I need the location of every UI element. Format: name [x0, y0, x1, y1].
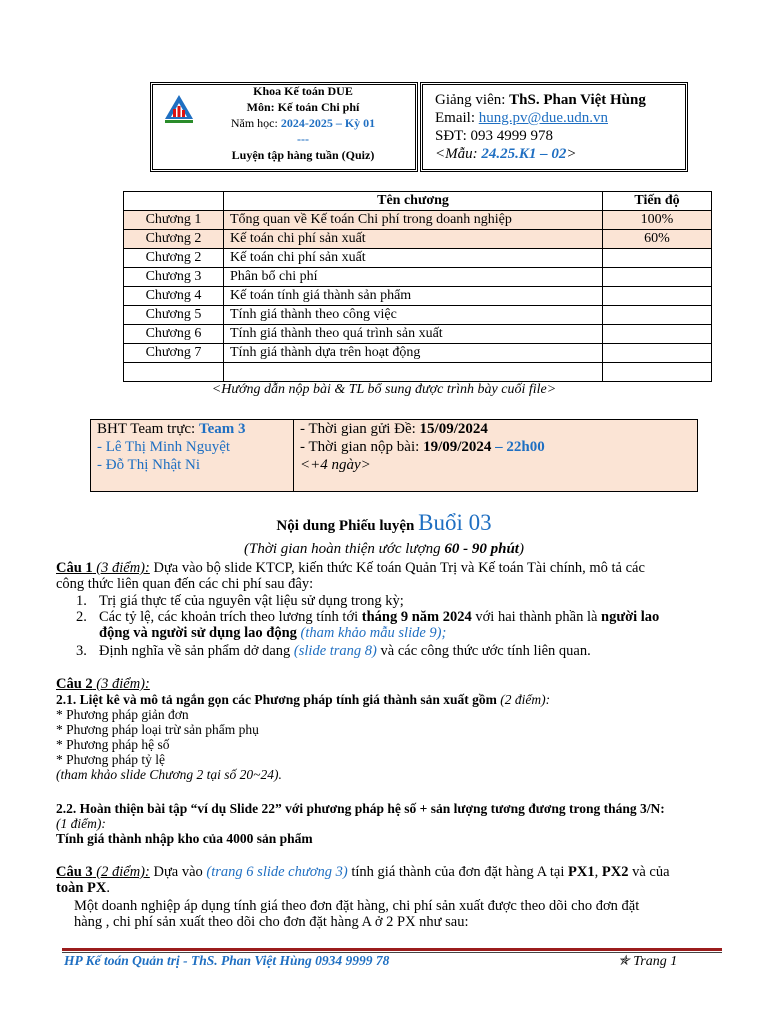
- due-logo-icon: [163, 93, 195, 125]
- footer-course-info: HP Kế toán Quản trị - ThS. Phan Việt Hùng 0934 9999 78: [64, 953, 390, 968]
- list-item: 2.: [76, 609, 87, 625]
- table-header-cell: Tiến độ: [603, 192, 712, 211]
- question-2: Câu 2 (3 điểm):: [56, 676, 150, 692]
- table-row: Chương 7 Tính giá thành dựa trên hoạt động: [124, 344, 712, 363]
- question-2-2: 2.2. Hoàn thiện bài tập “ví dụ Slide 22” với phương pháp hệ số + sản lượng tương đương trong tháng 3/N: (1 điểm): Tính giá thành nhập kho của 4000 sản phẩm: [56, 801, 665, 846]
- table-row: Chương 2 Kế toán chi phí sản xuất: [124, 249, 712, 268]
- list-item: Trị giá thực tế của nguyên vật liệu sử dụng trong kỳ;: [99, 593, 404, 609]
- course-name: Môn: Kế toán Chi phí: [246, 100, 360, 114]
- estimated-time: (Thời gian hoàn thiện ước lượng 60 - 90 phút): [244, 541, 524, 557]
- list-item: Các tỷ lệ, các khoản trích theo lương tính tới tháng 9 năm 2024 với hai thành phần là người lao động và người sử dụng lao động (tham khảo mẫu slide 9);: [99, 609, 660, 641]
- lecturer-email-line: Email: hung.pv@due.udn.vn: [435, 110, 608, 126]
- schedule-info: [294, 420, 697, 491]
- question-label: Câu 2: [56, 676, 93, 692]
- question-3-body: hàng , chi phí sản xuất theo dõi cho đơn đặt hàng A ở 2 PX như sau:: [74, 914, 469, 930]
- separator-text: ---: [297, 132, 309, 146]
- question-3: Câu 3 (2 điểm): Dựa vào (trang 6 slide chương 3) tính giá thành của đơn đặt hàng A tại PX1, PX2 và của toàn PX.: [56, 864, 670, 896]
- lecturer-name: ThS. Phan Việt Hùng: [509, 92, 646, 108]
- lecturer-info-box: [420, 82, 688, 172]
- submit-time-line: - Thời gian nộp bài: 19/09/2024 – 22h00: [300, 439, 545, 455]
- template-code-line: <Mẫu: 24.25.K1 – 02>: [435, 146, 577, 162]
- school-info-box: [150, 82, 418, 172]
- academic-year: Năm học: 2024-2025 – Kỳ 01: [230, 116, 376, 130]
- send-time-line: - Thời gian gửi Đề: 15/09/2024: [300, 421, 488, 437]
- table-header-row: [124, 192, 712, 211]
- email-link[interactable]: hung.pv@due.udn.vn: [478, 110, 608, 126]
- question-label: Câu 3: [56, 864, 93, 880]
- team-label-line: BHT Team trực: Team 3: [97, 421, 246, 437]
- question-2-1: 2.1. Liệt kê và mô tả ngắn gọn các Phương pháp tính giá thành sản xuất gồm (2 điểm): * Phương pháp giản đơn * Phương pháp loại trừ sản phẩm phụ * Phương pháp hệ số * Phương pháp tỷ lệ (tham khảo slide Chương 2 tại số 20~24).: [56, 692, 736, 782]
- quiz-type: Luyện tập hàng tuần (Quiz): [231, 148, 375, 162]
- table-row: Chương 6 Tính giá thành theo quá trình sản xuất: [124, 325, 712, 344]
- team-name: Team 3: [198, 421, 246, 437]
- faculty-name: Khoa Kế toán DUE: [253, 84, 353, 98]
- lecturer-text: [435, 91, 646, 163]
- lecturer-phone-line: SĐT: 093 4999 978: [435, 128, 554, 144]
- method-item: * Phương pháp giản đơn: [56, 707, 189, 722]
- table-header-cell: Tên chương: [224, 192, 603, 211]
- submission-note: <Hướng dẫn nộp bài & TL bổ sung được trình bày cuối file>: [211, 382, 557, 397]
- lecturer-name-line: Giảng viên: ThS. Phan Việt Hùng: [435, 92, 646, 108]
- question-label: Câu 1: [56, 560, 93, 576]
- method-item: * Phương pháp hệ số: [56, 737, 170, 752]
- list-item: 1.: [76, 593, 87, 609]
- table-row: Chương 4 Kế toán tính giá thành sản phẩm: [124, 287, 712, 306]
- table-row: [124, 363, 712, 382]
- list-item: Định nghĩa về sản phẩm dở dang (slide trang 8) và các công thức ước tính liên quan.: [99, 643, 591, 659]
- slide-reference: (tham khảo slide Chương 2 tại số 20~24).: [56, 767, 282, 782]
- duration-line: <+4 ngày>: [300, 457, 371, 473]
- team-member: - Đỗ Thị Nhật Ni: [97, 457, 201, 473]
- chapter-progress-table: [123, 191, 712, 382]
- session-number: Buổi 03: [418, 510, 492, 535]
- school-text: [193, 83, 413, 163]
- question-1: Câu 1 (3 điểm): Dựa vào bộ slide KTCP, kiến thức Kế toán Quản Trị và Kế toán Tài chính, mô tả các công thức liên quan đến các chi phí sau đây:: [56, 560, 645, 592]
- team-info-box: [90, 419, 698, 492]
- table-row: Chương 1 Tổng quan về Kế toán Chi phí trong doanh nghiệp 100%: [124, 211, 712, 230]
- method-item: * Phương pháp tỷ lệ: [56, 752, 165, 767]
- page-number: ✯ Trang 1: [618, 954, 678, 969]
- question-3-body: Một doanh nghiệp áp dụng tính giá theo đơn đặt hàng, chi phí sản xuất được theo dõi cho đơn đặt: [74, 898, 640, 914]
- worksheet-title: Nội dung Phiếu luyện Buổi 03: [276, 510, 492, 535]
- table-row: Chương 2 Kế toán chi phí sản xuất 60%: [124, 230, 712, 249]
- team-member: - Lê Thị Minh Nguyệt: [97, 439, 231, 455]
- star-icon: ✯: [618, 954, 630, 969]
- table-row: Chương 5 Tính giá thành theo công việc: [124, 306, 712, 325]
- footer-divider: [62, 948, 722, 951]
- table-header-cell: [124, 192, 224, 211]
- table-row: Chương 3 Phân bổ chi phí: [124, 268, 712, 287]
- team-members: [91, 420, 294, 491]
- method-item: * Phương pháp loại trừ sản phẩm phụ: [56, 722, 259, 737]
- list-item: 3.: [76, 643, 87, 659]
